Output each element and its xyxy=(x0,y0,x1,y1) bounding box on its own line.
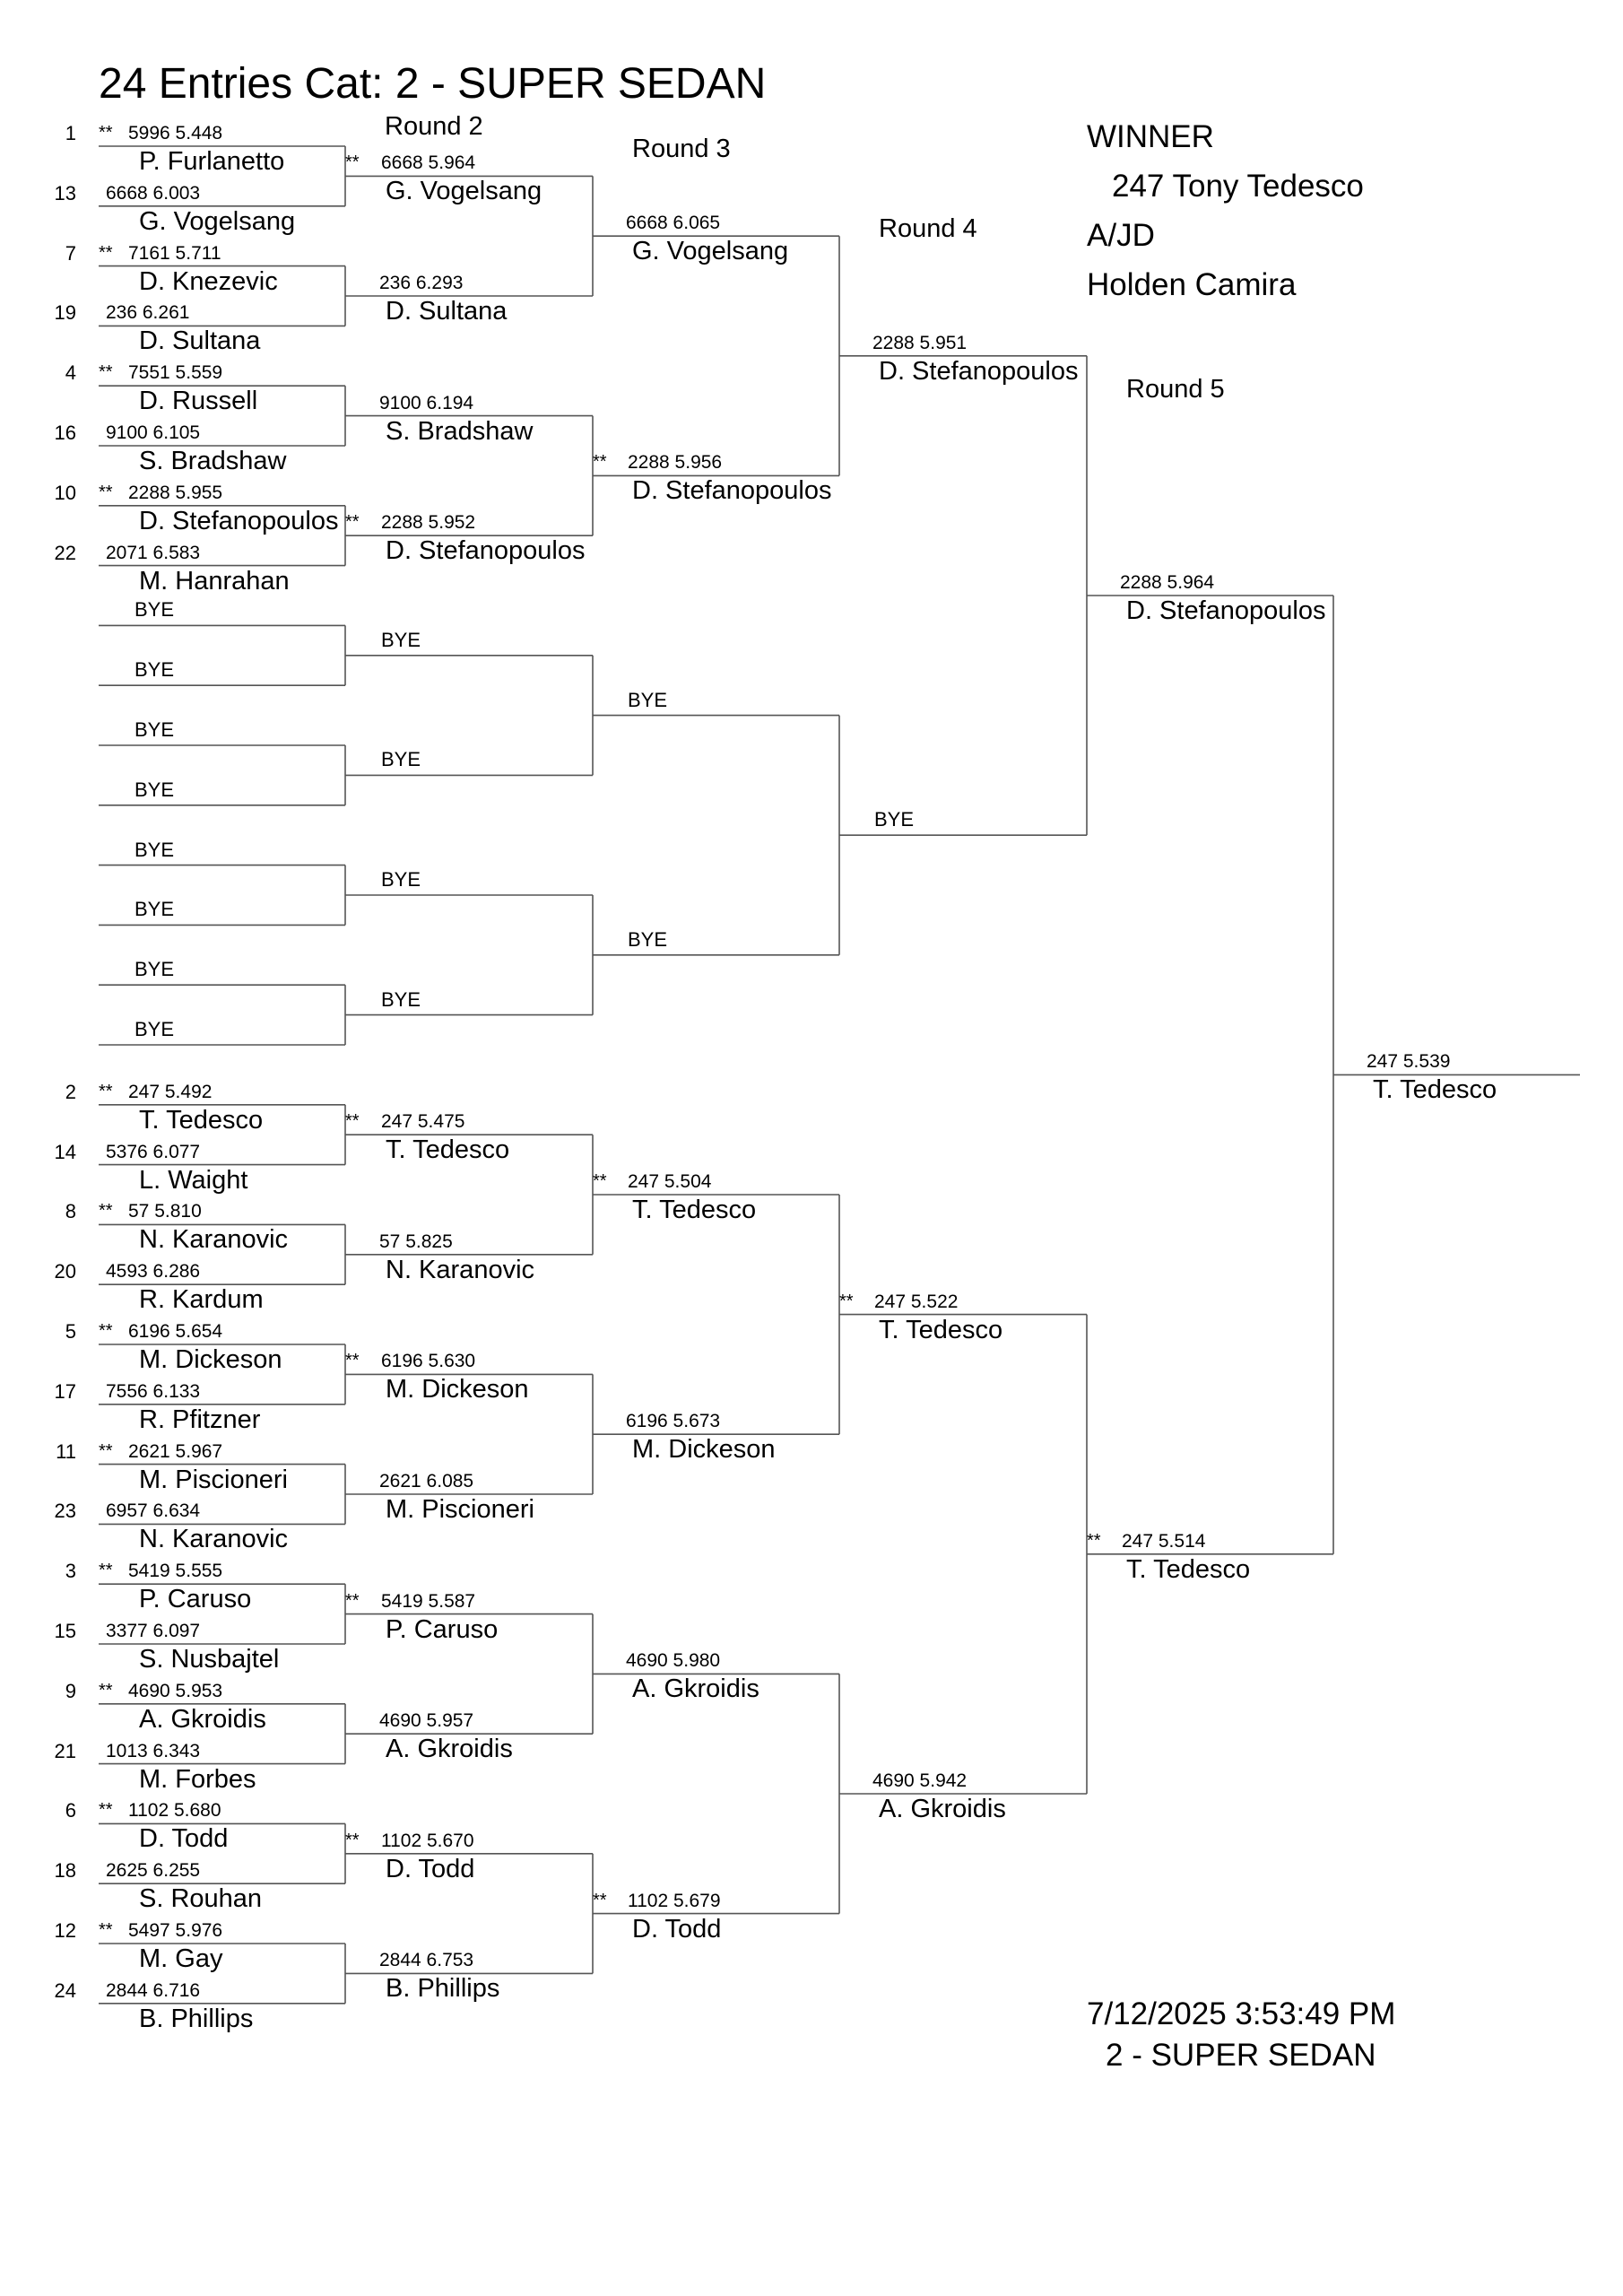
entry-number-time: 247 5.504 xyxy=(628,1171,712,1192)
driver-name: D. Sultana xyxy=(139,326,261,356)
entry-number-time: 1013 6.343 xyxy=(106,1740,201,1761)
entry-number-time: 2288 5.964 xyxy=(1120,572,1215,593)
entry-number-time: 4690 5.953 xyxy=(128,1680,223,1701)
seed-number: 10 xyxy=(54,481,76,504)
entry-number-time: 247 5.492 xyxy=(128,1081,213,1102)
qualifier-stars: ** xyxy=(99,1920,113,1940)
entry-number-time: 4690 5.942 xyxy=(872,1770,968,1791)
seed-number: 11 xyxy=(56,1439,76,1463)
qualifier-stars: ** xyxy=(99,1081,113,1101)
driver-name: M. Piscioneri xyxy=(139,1465,288,1494)
driver-name: D. Stefanopoulos xyxy=(139,506,339,535)
entry-number-time: 6196 5.673 xyxy=(626,1411,721,1432)
driver-name: D. Russell xyxy=(139,387,258,416)
qualifier-stars: ** xyxy=(345,1351,360,1371)
entry-number-time: 1102 5.680 xyxy=(128,1800,221,1822)
driver-name: D. Stefanopoulos xyxy=(879,356,1079,386)
bye-label: BYE xyxy=(135,958,175,981)
bye-label: BYE xyxy=(381,987,421,1011)
qualifier-stars: ** xyxy=(99,123,113,143)
seed-number: 1 xyxy=(65,122,76,144)
seed-number: 6 xyxy=(65,1799,76,1822)
qualifier-stars: ** xyxy=(99,482,113,502)
driver-name: P. Caruso xyxy=(139,1585,252,1614)
driver-name: M. Dickeson xyxy=(386,1375,529,1405)
qualifier-stars: ** xyxy=(99,1680,113,1700)
entry-number-time: 4593 6.286 xyxy=(106,1261,201,1283)
seed-number: 5 xyxy=(65,1320,76,1343)
driver-name: T. Tedesco xyxy=(1373,1075,1497,1105)
round-3-label: Round 3 xyxy=(632,135,731,163)
bye-label: BYE xyxy=(135,718,175,741)
round-5-label: Round 5 xyxy=(1126,375,1225,404)
qualifier-stars: ** xyxy=(99,362,113,383)
entry-number-time: 236 6.261 xyxy=(106,302,190,324)
driver-name: D. Todd xyxy=(139,1824,229,1854)
entry-number-time: 6668 5.964 xyxy=(381,152,476,174)
qualifier-stars: ** xyxy=(593,452,607,473)
entry-number-time: 247 5.522 xyxy=(874,1291,959,1312)
seed-number: 4 xyxy=(65,361,76,385)
driver-name: S. Nusbajtel xyxy=(139,1645,280,1674)
qualifier-stars: ** xyxy=(593,1171,607,1191)
driver-name: B. Phillips xyxy=(139,2004,254,2033)
seed-number: 13 xyxy=(54,181,76,204)
entry-number-time: 2621 5.967 xyxy=(128,1440,223,1462)
entry-number-time: 4690 5.980 xyxy=(626,1650,721,1672)
bye-label: BYE xyxy=(135,1018,175,1040)
entry-number-time: 2844 6.716 xyxy=(106,1979,201,2001)
entry-number-time: 5419 5.587 xyxy=(381,1590,476,1612)
driver-name: M. Forbes xyxy=(139,1764,256,1794)
print-timestamp: 7/12/2025 3:53:49 PM xyxy=(1087,1996,1396,2031)
bye-label: BYE xyxy=(628,927,668,951)
entry-number-time: 247 5.539 xyxy=(1367,1051,1451,1073)
seed-number: 18 xyxy=(54,1859,76,1883)
entry-number-time: 247 5.514 xyxy=(1122,1530,1206,1552)
seed-number: 17 xyxy=(54,1379,76,1403)
entry-number-time: 2288 5.956 xyxy=(628,452,723,474)
entry-number-time: 6668 6.003 xyxy=(106,182,201,204)
entry-number-time: 2621 6.085 xyxy=(379,1471,474,1492)
driver-name: R. Kardum xyxy=(139,1285,264,1315)
driver-name: S. Bradshaw xyxy=(139,447,287,475)
entry-number-time: 236 6.293 xyxy=(379,273,464,293)
driver-name: G. Vogelsang xyxy=(386,177,542,206)
qualifier-stars: ** xyxy=(99,242,113,263)
driver-name: N. Karanovic xyxy=(386,1255,535,1284)
seed-number: 15 xyxy=(54,1620,76,1642)
entry-number-time: 7556 6.133 xyxy=(106,1380,201,1402)
driver-name: M. Dickeson xyxy=(632,1435,776,1465)
driver-name: D. Todd xyxy=(386,1854,475,1883)
entry-number-time: 3377 6.097 xyxy=(106,1621,201,1641)
seed-number: 21 xyxy=(54,1739,76,1762)
bye-label: BYE xyxy=(381,748,421,771)
entry-number-time: 2844 6.753 xyxy=(379,1950,474,1971)
driver-name: D. Sultana xyxy=(386,297,508,326)
driver-name: T. Tedesco xyxy=(139,1105,264,1135)
qualifier-stars: ** xyxy=(99,1321,113,1341)
driver-name: S. Bradshaw xyxy=(386,416,534,446)
entry-number-time: 247 5.475 xyxy=(381,1111,465,1133)
entry-number-time: 2625 6.255 xyxy=(106,1860,201,1882)
qualifier-stars: ** xyxy=(839,1291,854,1311)
entry-number-time: 1102 5.679 xyxy=(628,1890,721,1911)
driver-name: T. Tedesco xyxy=(386,1135,510,1165)
qualifier-stars: ** xyxy=(99,1440,113,1461)
driver-name: G. Vogelsang xyxy=(632,237,789,266)
driver-name: T. Tedesco xyxy=(632,1196,757,1224)
qualifier-stars: ** xyxy=(99,1201,113,1222)
entry-number-time: 2288 5.955 xyxy=(128,482,223,503)
driver-name: D. Todd xyxy=(632,1914,722,1944)
qualifier-stars: ** xyxy=(345,1830,360,1850)
entry-number-time: 6668 6.065 xyxy=(626,213,721,234)
driver-name: A. Gkroidis xyxy=(139,1704,266,1734)
page-title: 24 Entries Cat: 2 - SUPER SEDAN xyxy=(99,60,767,108)
entry-number-time: 7551 5.559 xyxy=(128,362,223,384)
seed-number: 16 xyxy=(54,422,76,444)
entry-number-time: 5497 5.976 xyxy=(128,1920,223,1941)
bye-label: BYE xyxy=(135,598,175,622)
round-2-label: Round 2 xyxy=(385,112,483,141)
entry-number-time: 9100 6.105 xyxy=(106,422,201,443)
driver-name: P. Furlanetto xyxy=(139,147,285,176)
driver-name: A. Gkroidis xyxy=(632,1674,759,1704)
bye-label: BYE xyxy=(135,778,175,801)
qualifier-stars: ** xyxy=(1087,1530,1101,1551)
winner-heading: WINNER xyxy=(1087,119,1214,154)
seed-number: 22 xyxy=(54,541,76,564)
seed-number: 12 xyxy=(54,1919,76,1942)
entry-number-time: 2071 6.583 xyxy=(106,542,201,563)
entry-number-time: 5996 5.448 xyxy=(128,123,223,144)
seed-number: 8 xyxy=(65,1200,76,1223)
bye-label: BYE xyxy=(135,838,175,861)
entry-number-time: 5419 5.555 xyxy=(128,1561,223,1582)
seed-number: 24 xyxy=(54,1979,76,2002)
seed-number: 20 xyxy=(54,1260,76,1283)
driver-name: M. Piscioneri xyxy=(386,1495,534,1524)
driver-name: M. Dickeson xyxy=(139,1345,282,1374)
driver-name: R. Pfitzner xyxy=(139,1405,261,1434)
qualifier-stars: ** xyxy=(345,1590,360,1611)
entry-number-time: 6196 5.654 xyxy=(128,1321,223,1342)
driver-name: T. Tedesco xyxy=(1126,1554,1251,1584)
entry-number-time: 2288 5.952 xyxy=(381,512,476,534)
driver-name: T. Tedesco xyxy=(879,1315,1003,1344)
driver-name: D. Stefanopoulos xyxy=(1126,596,1326,625)
qualifier-stars: ** xyxy=(345,152,360,173)
winner-entry: 247 Tony Tedesco xyxy=(1112,169,1364,204)
driver-name: G. Vogelsang xyxy=(139,206,296,236)
driver-name: N. Karanovic xyxy=(139,1225,289,1255)
bye-label: BYE xyxy=(874,808,915,831)
driver-name: A. Gkroidis xyxy=(879,1795,1006,1823)
seed-number: 7 xyxy=(65,241,76,265)
driver-name: P. Caruso xyxy=(386,1614,499,1644)
entry-number-time: 4690 5.957 xyxy=(379,1710,474,1732)
seed-number: 3 xyxy=(65,1560,76,1583)
entry-number-time: 9100 6.194 xyxy=(379,392,474,413)
seed-number: 9 xyxy=(65,1679,76,1702)
seed-number: 2 xyxy=(65,1080,76,1103)
driver-name: D. Stefanopoulos xyxy=(632,476,832,506)
entry-number-time: 57 5.810 xyxy=(128,1201,202,1222)
bye-label: BYE xyxy=(381,628,421,651)
driver-name: M. Gay xyxy=(139,1944,223,1973)
qualifier-stars: ** xyxy=(99,1800,113,1821)
entry-number-time: 5376 6.077 xyxy=(106,1141,201,1162)
entry-number-time: 2288 5.951 xyxy=(872,332,968,353)
qualifier-stars: ** xyxy=(345,512,360,533)
bye-label: BYE xyxy=(135,658,175,682)
winner-car: Holden Camira xyxy=(1087,267,1297,302)
entry-number-time: 6957 6.634 xyxy=(106,1500,201,1522)
driver-name: A. Gkroidis xyxy=(386,1735,513,1764)
seed-number: 14 xyxy=(54,1140,76,1163)
bye-label: BYE xyxy=(628,688,668,711)
footer-category: 2 - SUPER SEDAN xyxy=(1106,2038,1376,2073)
qualifier-stars: ** xyxy=(593,1890,607,1910)
driver-name: B. Phillips xyxy=(386,1974,500,2004)
seed-number: 19 xyxy=(54,301,76,325)
entry-number-time: 57 5.825 xyxy=(379,1231,453,1252)
driver-name: D. Knezevic xyxy=(139,266,278,296)
bye-label: BYE xyxy=(381,868,421,891)
qualifier-stars: ** xyxy=(345,1111,360,1132)
driver-name: M. Hanrahan xyxy=(139,566,290,596)
entry-number-time: 1102 5.670 xyxy=(381,1830,474,1851)
entry-number-time: 7161 5.711 xyxy=(128,242,221,264)
seed-number: 23 xyxy=(54,1500,76,1523)
entry-number-time: 6196 5.630 xyxy=(381,1351,476,1372)
round-4-label: Round 4 xyxy=(879,214,977,243)
driver-name: D. Stefanopoulos xyxy=(386,536,586,566)
bye-label: BYE xyxy=(135,898,175,921)
qualifier-stars: ** xyxy=(99,1561,113,1581)
winner-team: A/JD xyxy=(1087,218,1155,253)
driver-name: S. Rouhan xyxy=(139,1884,263,1914)
driver-name: L. Waight xyxy=(139,1165,248,1195)
driver-name: N. Karanovic xyxy=(139,1525,289,1554)
